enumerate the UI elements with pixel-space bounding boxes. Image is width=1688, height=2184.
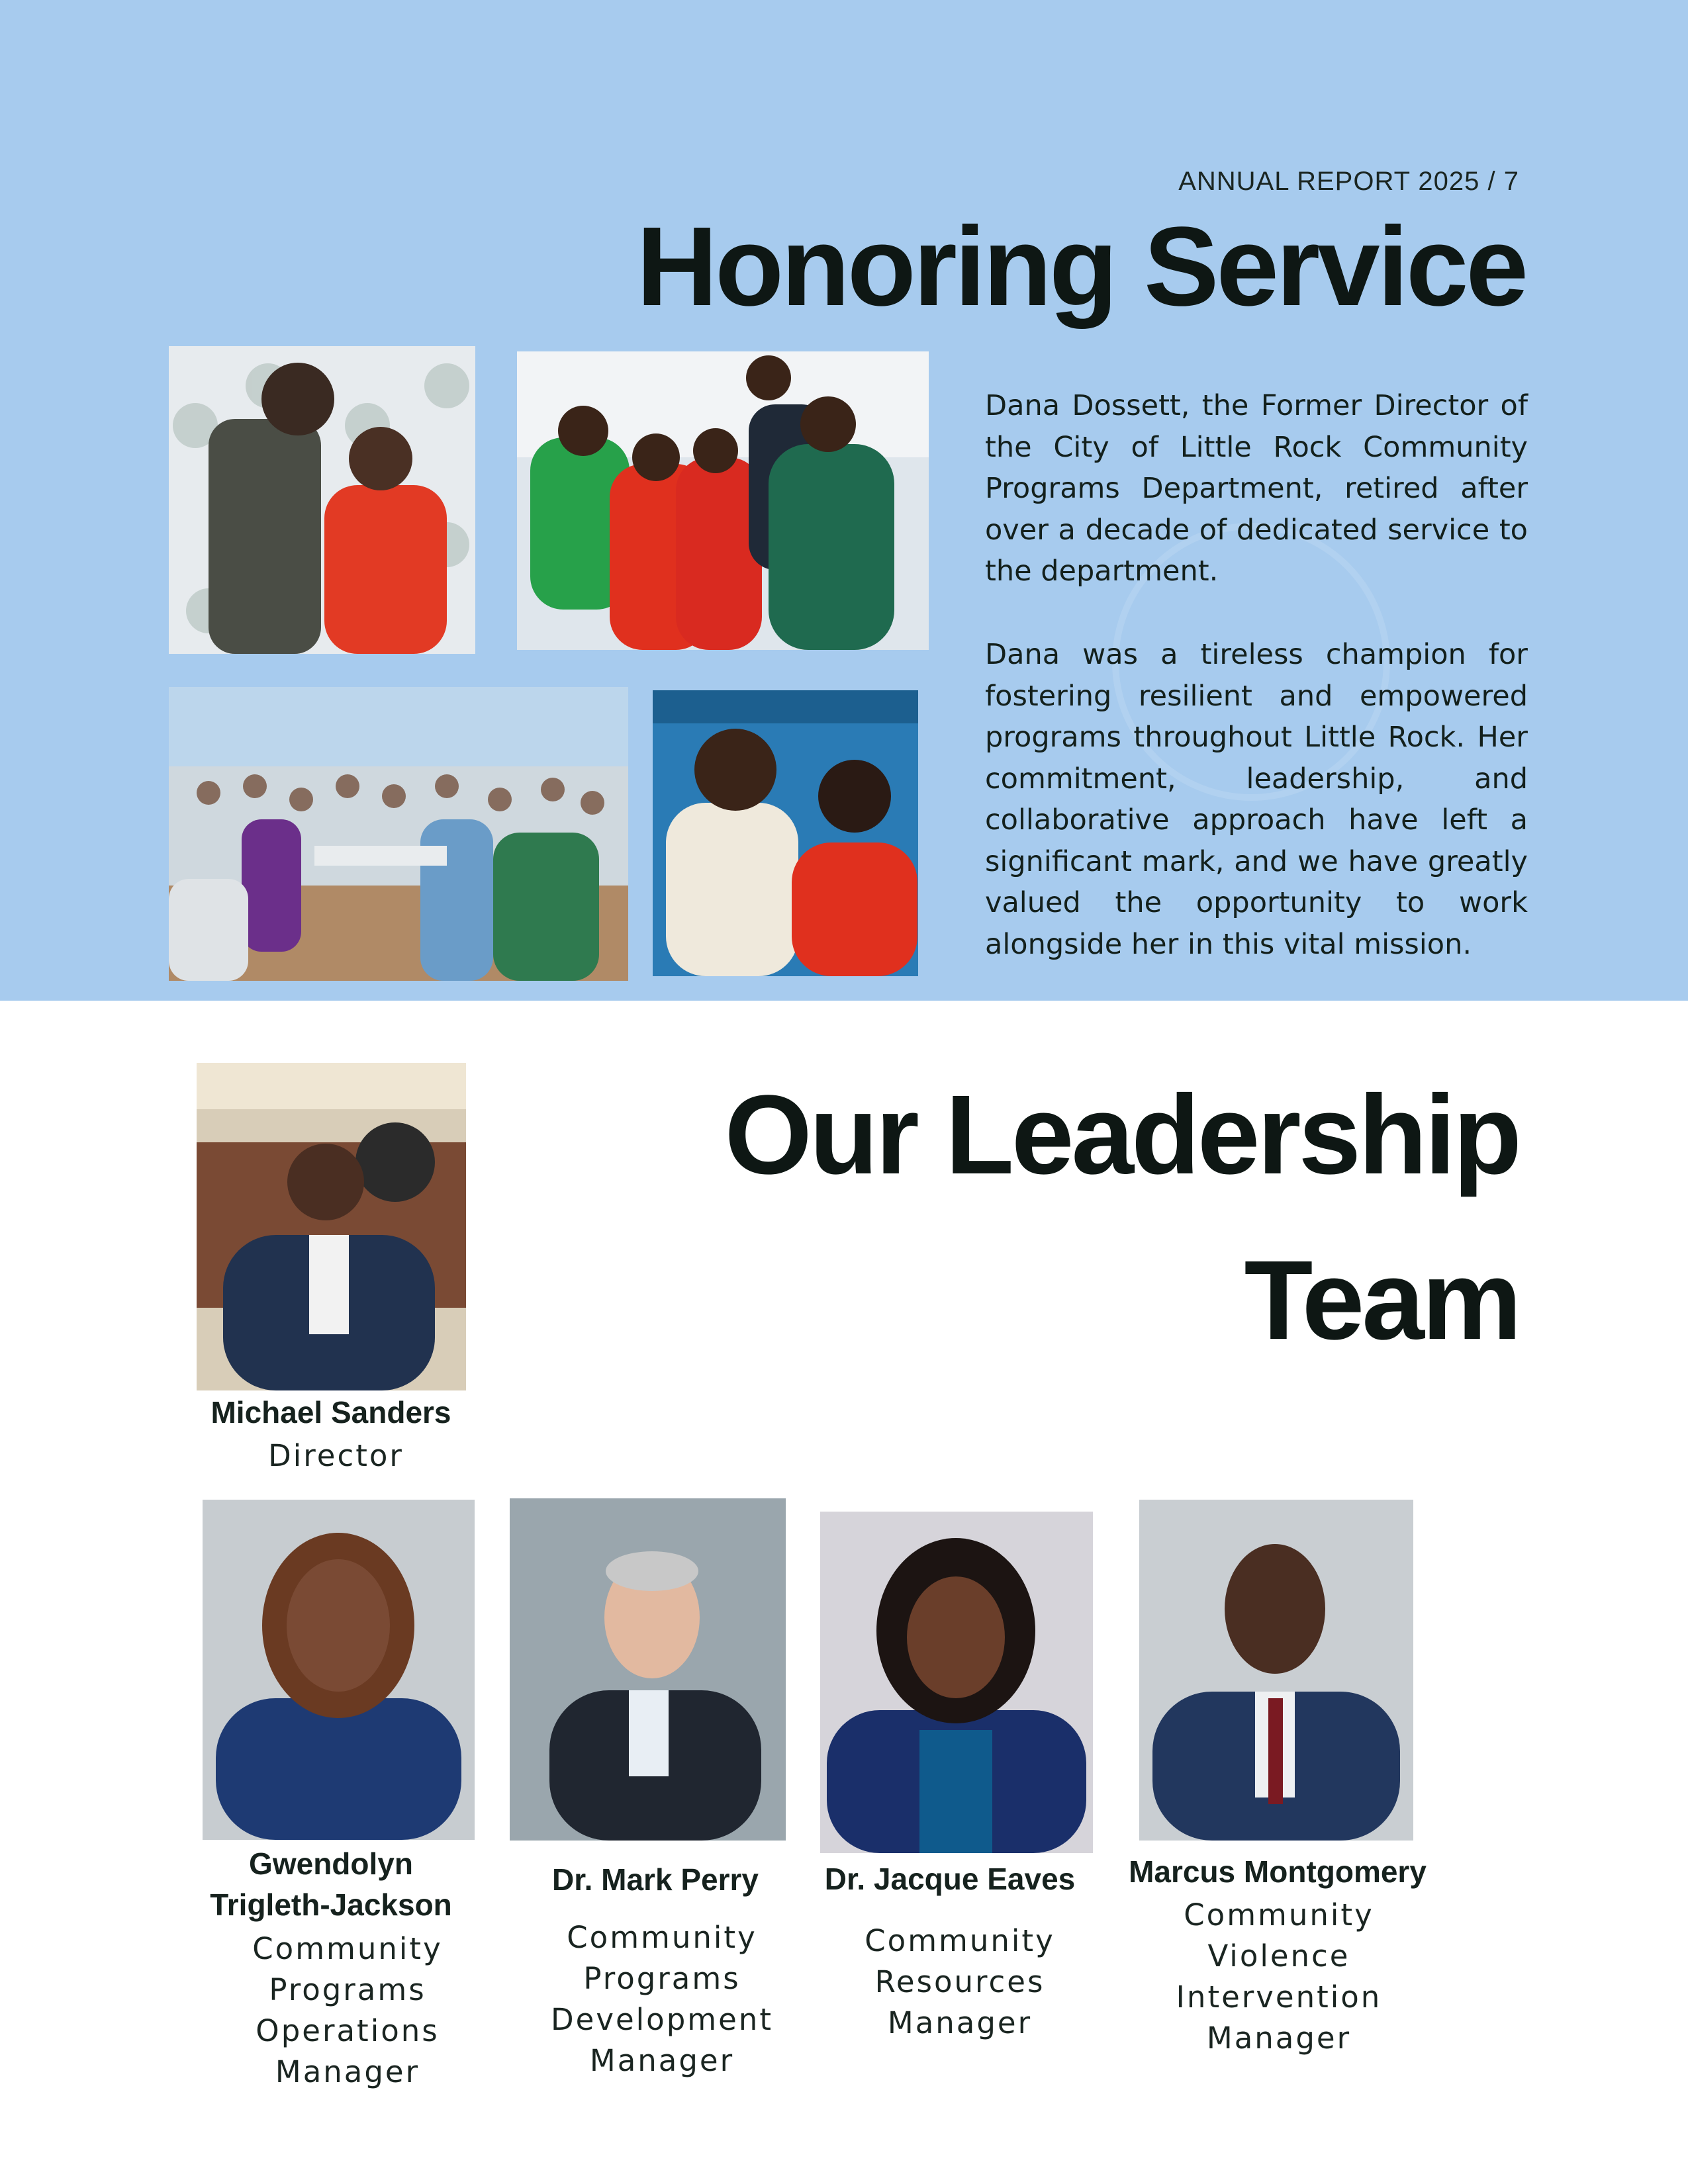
event-photo-award-backdrop	[169, 346, 475, 654]
team-member-1-role	[182, 1929, 513, 2093]
section-title-leadership	[725, 1052, 1519, 1383]
team-member-3-role	[794, 1921, 1125, 2044]
team-member-1-role-line-2: Programs	[269, 1972, 426, 2007]
page-label: ANNUAL REPORT 2025 / 7	[1178, 167, 1519, 196]
section-title-honoring: Honoring Service	[636, 204, 1526, 330]
team-member-4-name: Marcus Montgomery	[1129, 1854, 1427, 1889]
team-member-1-name-line-2: Trigleth-Jackson	[210, 1888, 452, 1922]
team-portrait-3	[820, 1512, 1093, 1853]
team-member-3-role-line-1: Community	[865, 1923, 1055, 1958]
team-portrait-4	[1139, 1500, 1413, 1841]
team-member-3-role-line-2: Resources	[874, 1964, 1045, 1999]
director-role: Director	[268, 1438, 404, 1473]
team-member-1-role-line-3: Operations	[256, 2013, 440, 2048]
team-member-2-role-line-2: Programs	[583, 1961, 741, 1996]
team-member-1-role-line-4: Manager	[275, 2054, 420, 2089]
team-member-4-role	[1113, 1895, 1444, 2059]
team-member-2-role	[496, 1917, 827, 2081]
team-member-1-role-line-1: Community	[252, 1931, 443, 1966]
event-photo-crowd	[169, 687, 628, 981]
director-name: Michael Sanders	[211, 1395, 451, 1430]
event-photo-group	[517, 351, 929, 650]
team-member-2-role-line-3: Development	[551, 2002, 773, 2037]
event-photo-pair	[653, 690, 918, 976]
honoring-paragraph-2: Dana was a tireless champion for fostering resilient and empowered programs throughout Little Rock. Her commitment, leadership, and collaborative approach have left a significant mark, and we have greatly valued the opportunity to work alongside her in this vital mission.	[985, 638, 1528, 961]
team-member-4-role-line-4: Manager	[1206, 2021, 1352, 2056]
team-member-3-role-line-3: Manager	[887, 2005, 1033, 2040]
team-member-3-name: Dr. Jacque Eaves	[824, 1862, 1076, 1896]
team-member-4-role-line-2: Violence	[1207, 1938, 1350, 1974]
leadership-title-line-1: Our Leadership	[724, 1072, 1519, 1198]
director-portrait	[197, 1063, 466, 1390]
team-portrait-2	[510, 1498, 786, 1841]
team-member-4-role-line-3: Intervention	[1176, 1979, 1382, 2015]
leadership-title-line-2: Team	[1244, 1238, 1519, 1363]
team-member-1-name-line-1: Gwendolyn	[249, 1846, 413, 1881]
team-member-2-role-line-1: Community	[567, 1920, 757, 1955]
team-member-4-role-line-1: Community	[1184, 1897, 1374, 1933]
team-portrait-1	[203, 1500, 475, 1840]
team-member-1-name	[165, 1843, 496, 1925]
team-member-2-role-line-4: Manager	[589, 2043, 735, 2078]
team-member-2-name: Dr. Mark Perry	[552, 1862, 759, 1897]
honoring-paragraph-1: Dana Dossett, the Former Director of the City of Little Rock Community Programs Department, retired after over a decade of dedicated service to the department.	[985, 389, 1528, 588]
